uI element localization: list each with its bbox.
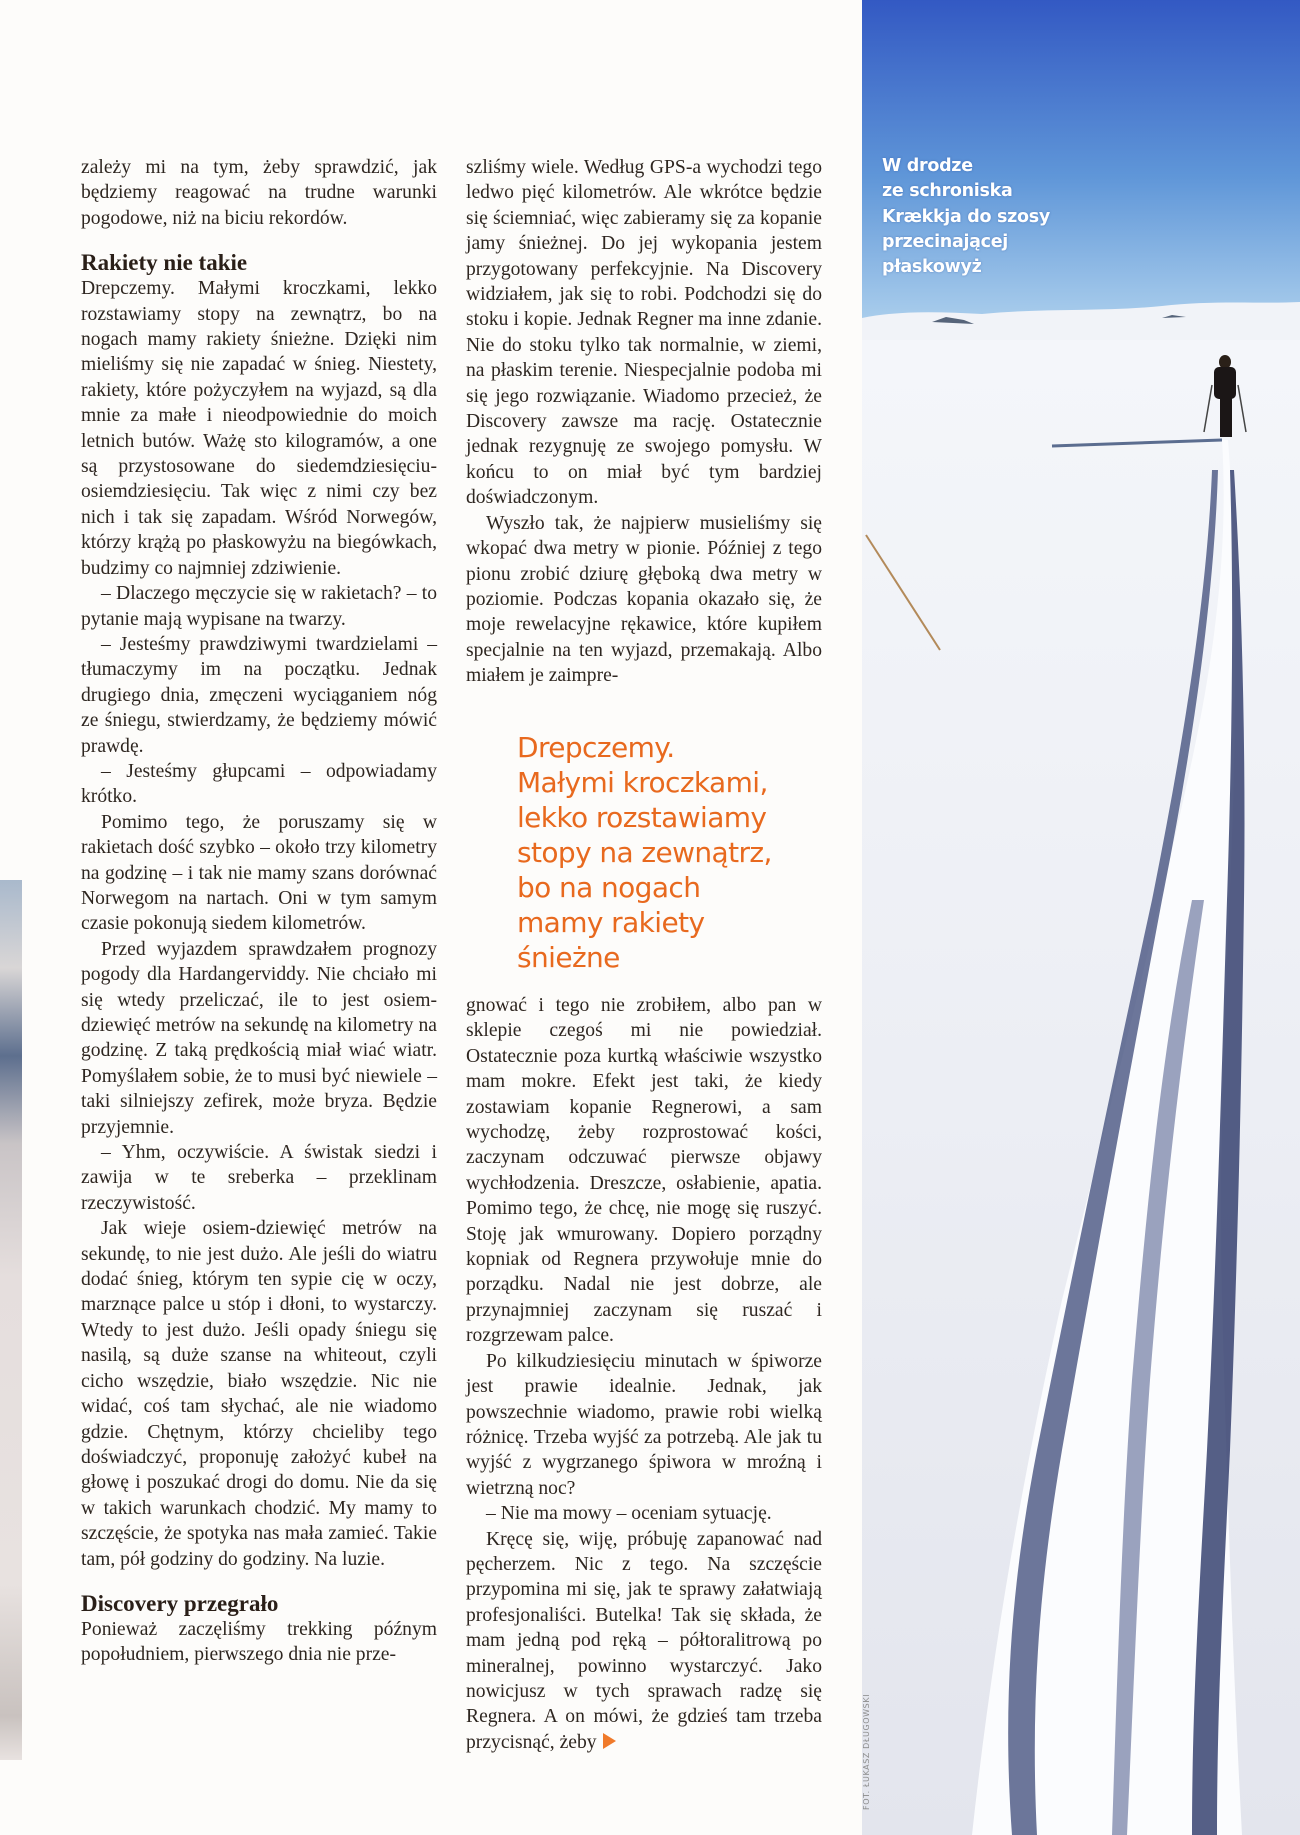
intro-paragraph: zależy mi na tym, żeby sprawdzić, jak będziemy reagować na trudne warunki pogodowe, niż na biciu rekordów. <box>81 157 437 229</box>
body-paragraph: Pomimo tego, że poruszamy się w rakietach dość szybko – około trzy kilometry na godzinę – i tak nie mamy szans dorównać Norwegom na nartach. Oni w tym samym czasie pokonują siedem kilometrów. <box>81 811 437 935</box>
dialog-paragraph: – Yhm, oczywiście. A świstak siedzi i zawija w te sreberka – przeklinam rzeczywistość. <box>81 1142 437 1214</box>
photo-caption <box>882 154 1122 280</box>
pull-quote-line: mamy rakiety <box>517 906 705 939</box>
dialog-paragraph: – Dlaczego męczycie się w rakietach? – to pytanie mają wypisane na twarzy. <box>81 583 437 630</box>
body-paragraph: Wyszło tak, że najpierw musieliśmy się wkopać dwa metry w pionie. Później z tego pionu zrobić dziurę głęboką dwa metry w poziomie. Podczas kopania okazało się, że moje rewelacyjne rękawice, które kupiłem specjalnie na ten wyjazd, przemakają. Albo miałem je zaimpre- <box>466 512 822 687</box>
body-paragraph: Przed wyjazdem sprawdzałem prognozy pogody dla Hardangerviddy. Nie chciało mi się wtedy przeliczać, ile to jest osiem-dziewięć metrów na sekundę na kilometry na godzinę. Z taką prędkością miał wiać wiatr. Pomyślałem sobie, że to musi być niewiele – taki silniejszy zefirek, może bryza. Będzie przyjemnie. <box>81 938 437 1138</box>
dialog-paragraph: – Nie ma mowy – oceniam sytuację. <box>486 1503 772 1525</box>
triangle-right-icon <box>603 1733 616 1749</box>
pull-quote <box>517 730 837 975</box>
pull-quote-line: stopy na zewnątrz, <box>517 836 772 869</box>
pull-quote-line: lekko rozstawiamy <box>517 801 767 834</box>
body-paragraph <box>466 1527 822 1756</box>
snow-plateau-photo <box>862 0 1300 1835</box>
pull-quote-line: Małymi kroczkami, <box>517 766 768 799</box>
body-paragraph: Jak wieje osiem-dziewięć metrów na sekundę, to nie jest dużo. Ale jeśli do wiatru dodać śnieg, którym ten sypie cię w oczy, marznące palce u stóp i dłoni, to wystarczy. Wtedy to jest dużo. Jeśli opady śniegu się nasilą, są duże szanse na whiteout, czyli cicho wszędzie, biało wszędzie. Nic nie widać, coś tam słychać, ale nie wiadomo gdzie. Chętnym, którzy chcieliby tego doświadczyć, proponuję założyć kubeł na głowę i poszukać drogi do domu. Nie da się w takich warunkach chodzić. My mamy to szczęście, że spotyka nas mała zamieć. Takie tam, pół godziny do godziny. Na luzie. <box>81 1218 437 1570</box>
article-column-middle-top <box>466 155 822 689</box>
body-paragraph: Po kilkudziesięciu minutach w śpiworze jest prawie idealnie. Jednak, jak powszechnie wiadomo, prawie robi wielką różnicę. Trzeba wyjść za potrzebą. Ale jak tu wyjść z wygrzanego śpiwora w mroźną i wietrzną noc? <box>466 1350 822 1499</box>
dialog-paragraph: – Jesteśmy prawdziwymi twardzielami – tłumaczymy im na początku. Jednak drugiego dnia, zmęczeni wyciąganiem nóg ze śniegu, stwierdzamy, że będziemy mówić prawdę. <box>81 633 437 757</box>
dialog-paragraph: – Jesteśmy głupcami – odpowiadamy krótko. <box>81 760 437 808</box>
article-column-middle-bottom <box>466 993 822 1755</box>
photo-credit: FOT. ŁUKASZ DŁUGOWSKI <box>862 1693 871 1810</box>
body-paragraph: szliśmy wiele. Według GPS-a wychodzi tego ledwo pięć kilometrów. Ale wkrótce będzie się ściemniać, więc zabieramy się za kopanie jamy śnieżnej. Do jej wykopania jestem przygotowany perfekcyjnie. Na Discovery widziałem, jak się to robi. Podchodzi się do stoku i kopie. Jednak Regner ma inne zdanie. Nie do stoku tylko tak normalnie, w ziemi, na płaskim terenie. Niespecjalnie podoba mi się jego rozwiązanie. Wiadomo przecież, że Discovery zawsze ma rację. Ostatecznie jednak rezygnuję ze swojego pomysłu. W końcu to on miał być tym bardziej doświadczonym. <box>466 157 822 509</box>
article-column-left <box>81 155 437 1668</box>
pull-quote-line: bo na nogach <box>517 871 701 904</box>
section-heading-discovery: Discovery przegrało <box>81 1590 279 1616</box>
caption-line: przecinającej <box>882 231 1009 252</box>
caption-line: W drodze <box>882 156 973 176</box>
pull-quote-line: Drepczemy. <box>517 731 675 764</box>
body-paragraph: gnować i tego nie zrobiłem, albo pan w sklepie czegoś mi nie powiedział. Ostatecznie poza kurtką właściwie wszystko mam mokre. Efekt jest taki, że kiedy zostawiam kopanie Regnerowi, a sam wychodzę, żeby rozprostować kości, zaczynam odczuwać pierwsze objawy wychłodzenia. Dreszcze, osłabienie, apatia. Pomimo tego, że chcę, nie mogę się ruszyć. Stoję jak wmurowany. Dopiero porządny kopniak od Regnera przywołuje mnie do porządku. Nadal nie jest dobrze, ale przynajmniej zaczynam się ruszać i rozgrzewam palce. <box>466 995 822 1347</box>
section-heading-rakiety: Rakiety nie takie <box>81 250 248 276</box>
body-paragraph: Drepczemy. Małymi kroczkami, lekko rozstawiamy stopy na zewnątrz, bo na nogach mamy rakiety śnieżne. Dzięki nim mieliśmy się nie zapadać w śnieg. Niestety, rakiety, które pożyczyłem na wyjazd, są dla mnie za małe i nieodpowiednie do moich letnich butów. Ważę sto kilogramów, a one są przystosowane do siedemdziesięciu-osiemdziesięciu. Tak więc z nimi czy bez nich i tak się zapadam. Wśród Norwegów, którzy krążą po płaskowyżu na biegówkach, budzimy co najmniej zdziwienie. <box>81 278 437 579</box>
adjacent-page-photo-strip <box>0 880 22 1760</box>
pull-quote-line: śnieżne <box>517 941 620 974</box>
caption-line: płaskowyż <box>882 257 982 278</box>
caption-line: ze schroniska <box>882 181 1013 202</box>
body-paragraph: Ponieważ zaczęliśmy trekking późnym popołudniem, pierwszego dnia nie prze- <box>81 1618 437 1666</box>
caption-line: Krækkja do szosy <box>882 206 1050 227</box>
body-paragraph-text: Kręcę się, wiję, próbuję zapanować nad pęcherzem. Nic z tego. Na szczęście przypomina mi się, jak te sprawy załatwiają profesjonaliści. Butelka! Tak się składa, że mam jedną pod ręką – półtoralitrową po mineralnej, powinno wystarczyć. Jako nowicjusz w tych sprawach radzę się Regnera. A on mówi, że gdzieś tam trzeba przycisnąć, żeby <box>466 1528 822 1753</box>
